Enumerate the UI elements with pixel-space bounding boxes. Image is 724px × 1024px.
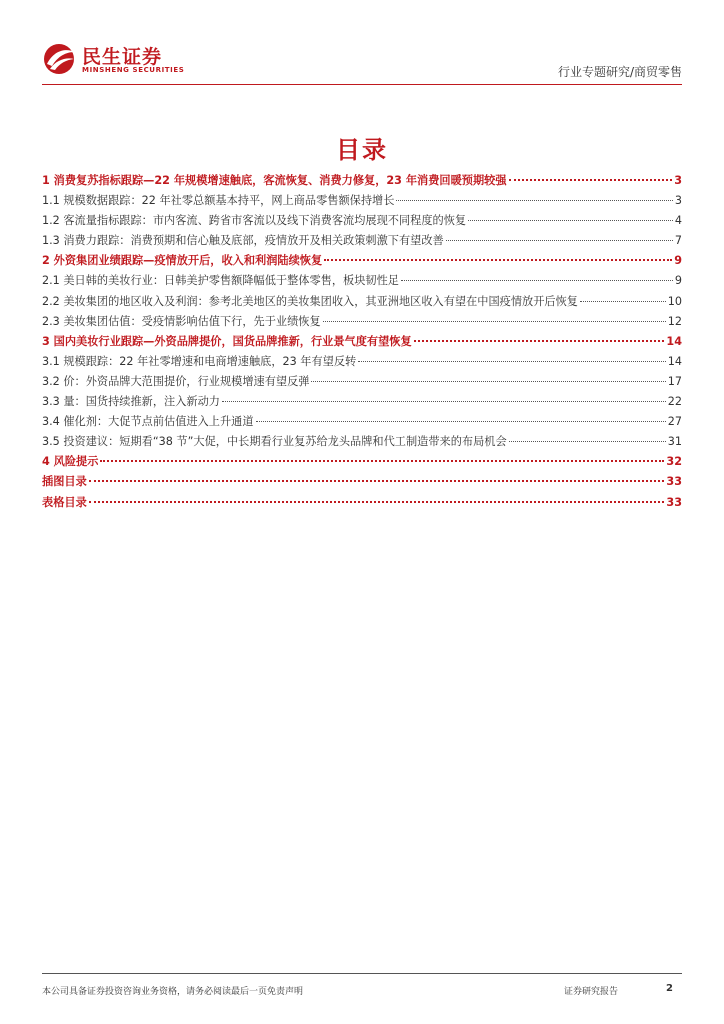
toc-entry[interactable]	[42, 293, 682, 313]
table-of-contents	[42, 172, 682, 514]
toc-entry-title: 4 风险提示	[42, 455, 99, 469]
toc-entry-page: 33	[666, 475, 682, 489]
toc-entry-title: 插图目录	[42, 475, 87, 489]
toc-leader-dots	[468, 220, 673, 221]
toc-entry[interactable]	[42, 393, 682, 413]
footer-divider	[42, 973, 682, 974]
toc-entry-page: 4	[674, 214, 682, 228]
header-divider	[42, 84, 682, 85]
footer-disclaimer: 本公司具备证券投资咨询业务资格，请务必阅读最后一页免责声明	[42, 987, 304, 997]
toc-entry-page: 32	[666, 455, 682, 469]
toc-entry[interactable]	[42, 212, 682, 232]
toc-leader-dots	[100, 460, 664, 462]
toc-leader-dots	[509, 441, 666, 442]
toc-entry-title: 1.3 消费力跟踪：消费预期和信心触及底部，疫情放开及相关政策刺激下有望改善	[42, 234, 444, 248]
toc-leader-dots	[222, 401, 666, 402]
toc-entry-page: 31	[667, 435, 682, 449]
toc-entry-title: 3.5 投资建议：短期看“38 节”大促，中长期看行业复苏给龙头品牌和代工制造带来的布局机会	[42, 435, 507, 449]
toc-leader-dots	[446, 240, 673, 241]
toc-leader-dots	[89, 501, 665, 503]
toc-leader-dots	[324, 259, 672, 261]
toc-leader-dots	[323, 321, 666, 322]
toc-entry-page: 14	[667, 354, 682, 368]
toc-entry-page: 14	[666, 334, 682, 348]
toc-entry[interactable]	[42, 433, 682, 453]
toc-entry-title: 2.2 美妆集团的地区收入及利润：参考北美地区的美妆集团收入，其亚洲地区收入有望在中国疫情放开后恢复	[42, 294, 578, 308]
toc-entry-page: 3	[674, 194, 682, 208]
toc-entry[interactable]	[42, 272, 682, 292]
toc-entry-title: 2 外资集团业绩跟踪—疫情放开后，收入和利润陆续恢复	[42, 254, 323, 268]
toc-entry-page: 9	[674, 274, 682, 288]
toc-entry-title: 3.1 规模跟踪：22 年社零增速和电商增速触底，23 年有望反转	[42, 354, 357, 368]
toc-entry[interactable]	[42, 313, 682, 333]
toc-leader-dots	[358, 361, 666, 362]
toc-entry-page: 17	[667, 374, 682, 388]
toc-entry-title: 2.3 美妆集团估值：受疫情影响估值下行，先于业绩恢复	[42, 314, 321, 328]
page-number: 2	[666, 983, 673, 994]
logo-english-name: MINSHENG SECURITIES	[82, 66, 185, 74]
toc-entry-title: 3.3 量：国货持续推新，注入新动力	[42, 395, 220, 409]
toc-entry-page: 27	[667, 415, 682, 429]
toc-entry-page: 22	[667, 395, 682, 409]
toc-entry[interactable]	[42, 333, 682, 353]
toc-entry-title: 1.1 规模数据跟踪：22 年社零总额基本持平，网上商品零售额保持增长	[42, 194, 395, 208]
page-header	[42, 40, 682, 86]
toc-entry-page: 12	[667, 314, 682, 328]
toc-leader-dots	[401, 280, 673, 281]
toc-entry[interactable]	[42, 232, 682, 252]
toc-leader-dots	[580, 301, 666, 302]
toc-entry[interactable]	[42, 172, 682, 192]
toc-leader-dots	[89, 480, 665, 482]
toc-entry[interactable]	[42, 413, 682, 433]
toc-leader-dots	[414, 340, 665, 342]
toc-entry[interactable]	[42, 192, 682, 212]
report-category: 行业专题研究/商贸零售	[557, 65, 682, 79]
toc-entry-page: 10	[667, 294, 682, 308]
toc-leader-dots	[311, 381, 665, 382]
page-title: 目录	[336, 136, 388, 164]
logo-chinese-name: 民生证券	[82, 46, 163, 68]
footer-report-type: 证券研究报告	[564, 987, 619, 997]
toc-entry-page: 9	[674, 254, 682, 268]
toc-entry-title: 1.2 客流量指标跟踪：市内客流、跨省市客流以及线下消费客流均展现不同程度的恢复	[42, 214, 467, 228]
toc-entry-page: 7	[674, 234, 682, 248]
toc-entry[interactable]	[42, 353, 682, 373]
logo-mark-icon	[42, 42, 78, 76]
toc-entry-title: 2.1 美日韩的美妆行业：日韩美护零售额降幅低于整体零售，板块韧性足	[42, 274, 399, 288]
toc-entry-title: 3 国内美妆行业跟踪—外资品牌提价，国货品牌推新，行业景气度有望恢复	[42, 334, 412, 348]
toc-entry-page: 33	[666, 495, 682, 509]
toc-entry[interactable]	[42, 494, 682, 514]
toc-leader-dots	[396, 200, 672, 201]
toc-entry-title: 3.4 催化剂：大促节点前估值进入上升通道	[42, 415, 254, 429]
toc-entry[interactable]	[42, 252, 682, 272]
toc-leader-dots	[256, 421, 666, 422]
toc-entry-page: 3	[674, 174, 682, 187]
toc-leader-dots	[509, 179, 673, 181]
toc-entry[interactable]	[42, 473, 682, 493]
toc-entry[interactable]	[42, 453, 682, 473]
toc-entry[interactable]	[42, 373, 682, 393]
toc-entry-title: 3.2 价：外资品牌大范围提价，行业规模增速有望反弹	[42, 374, 310, 388]
toc-entry-title: 1 消费复苏指标跟踪—22 年规模增速触底，客流恢复、消费力修复，23 年消费回暖预期较强	[42, 174, 507, 187]
toc-entry-title: 表格目录	[42, 495, 87, 509]
